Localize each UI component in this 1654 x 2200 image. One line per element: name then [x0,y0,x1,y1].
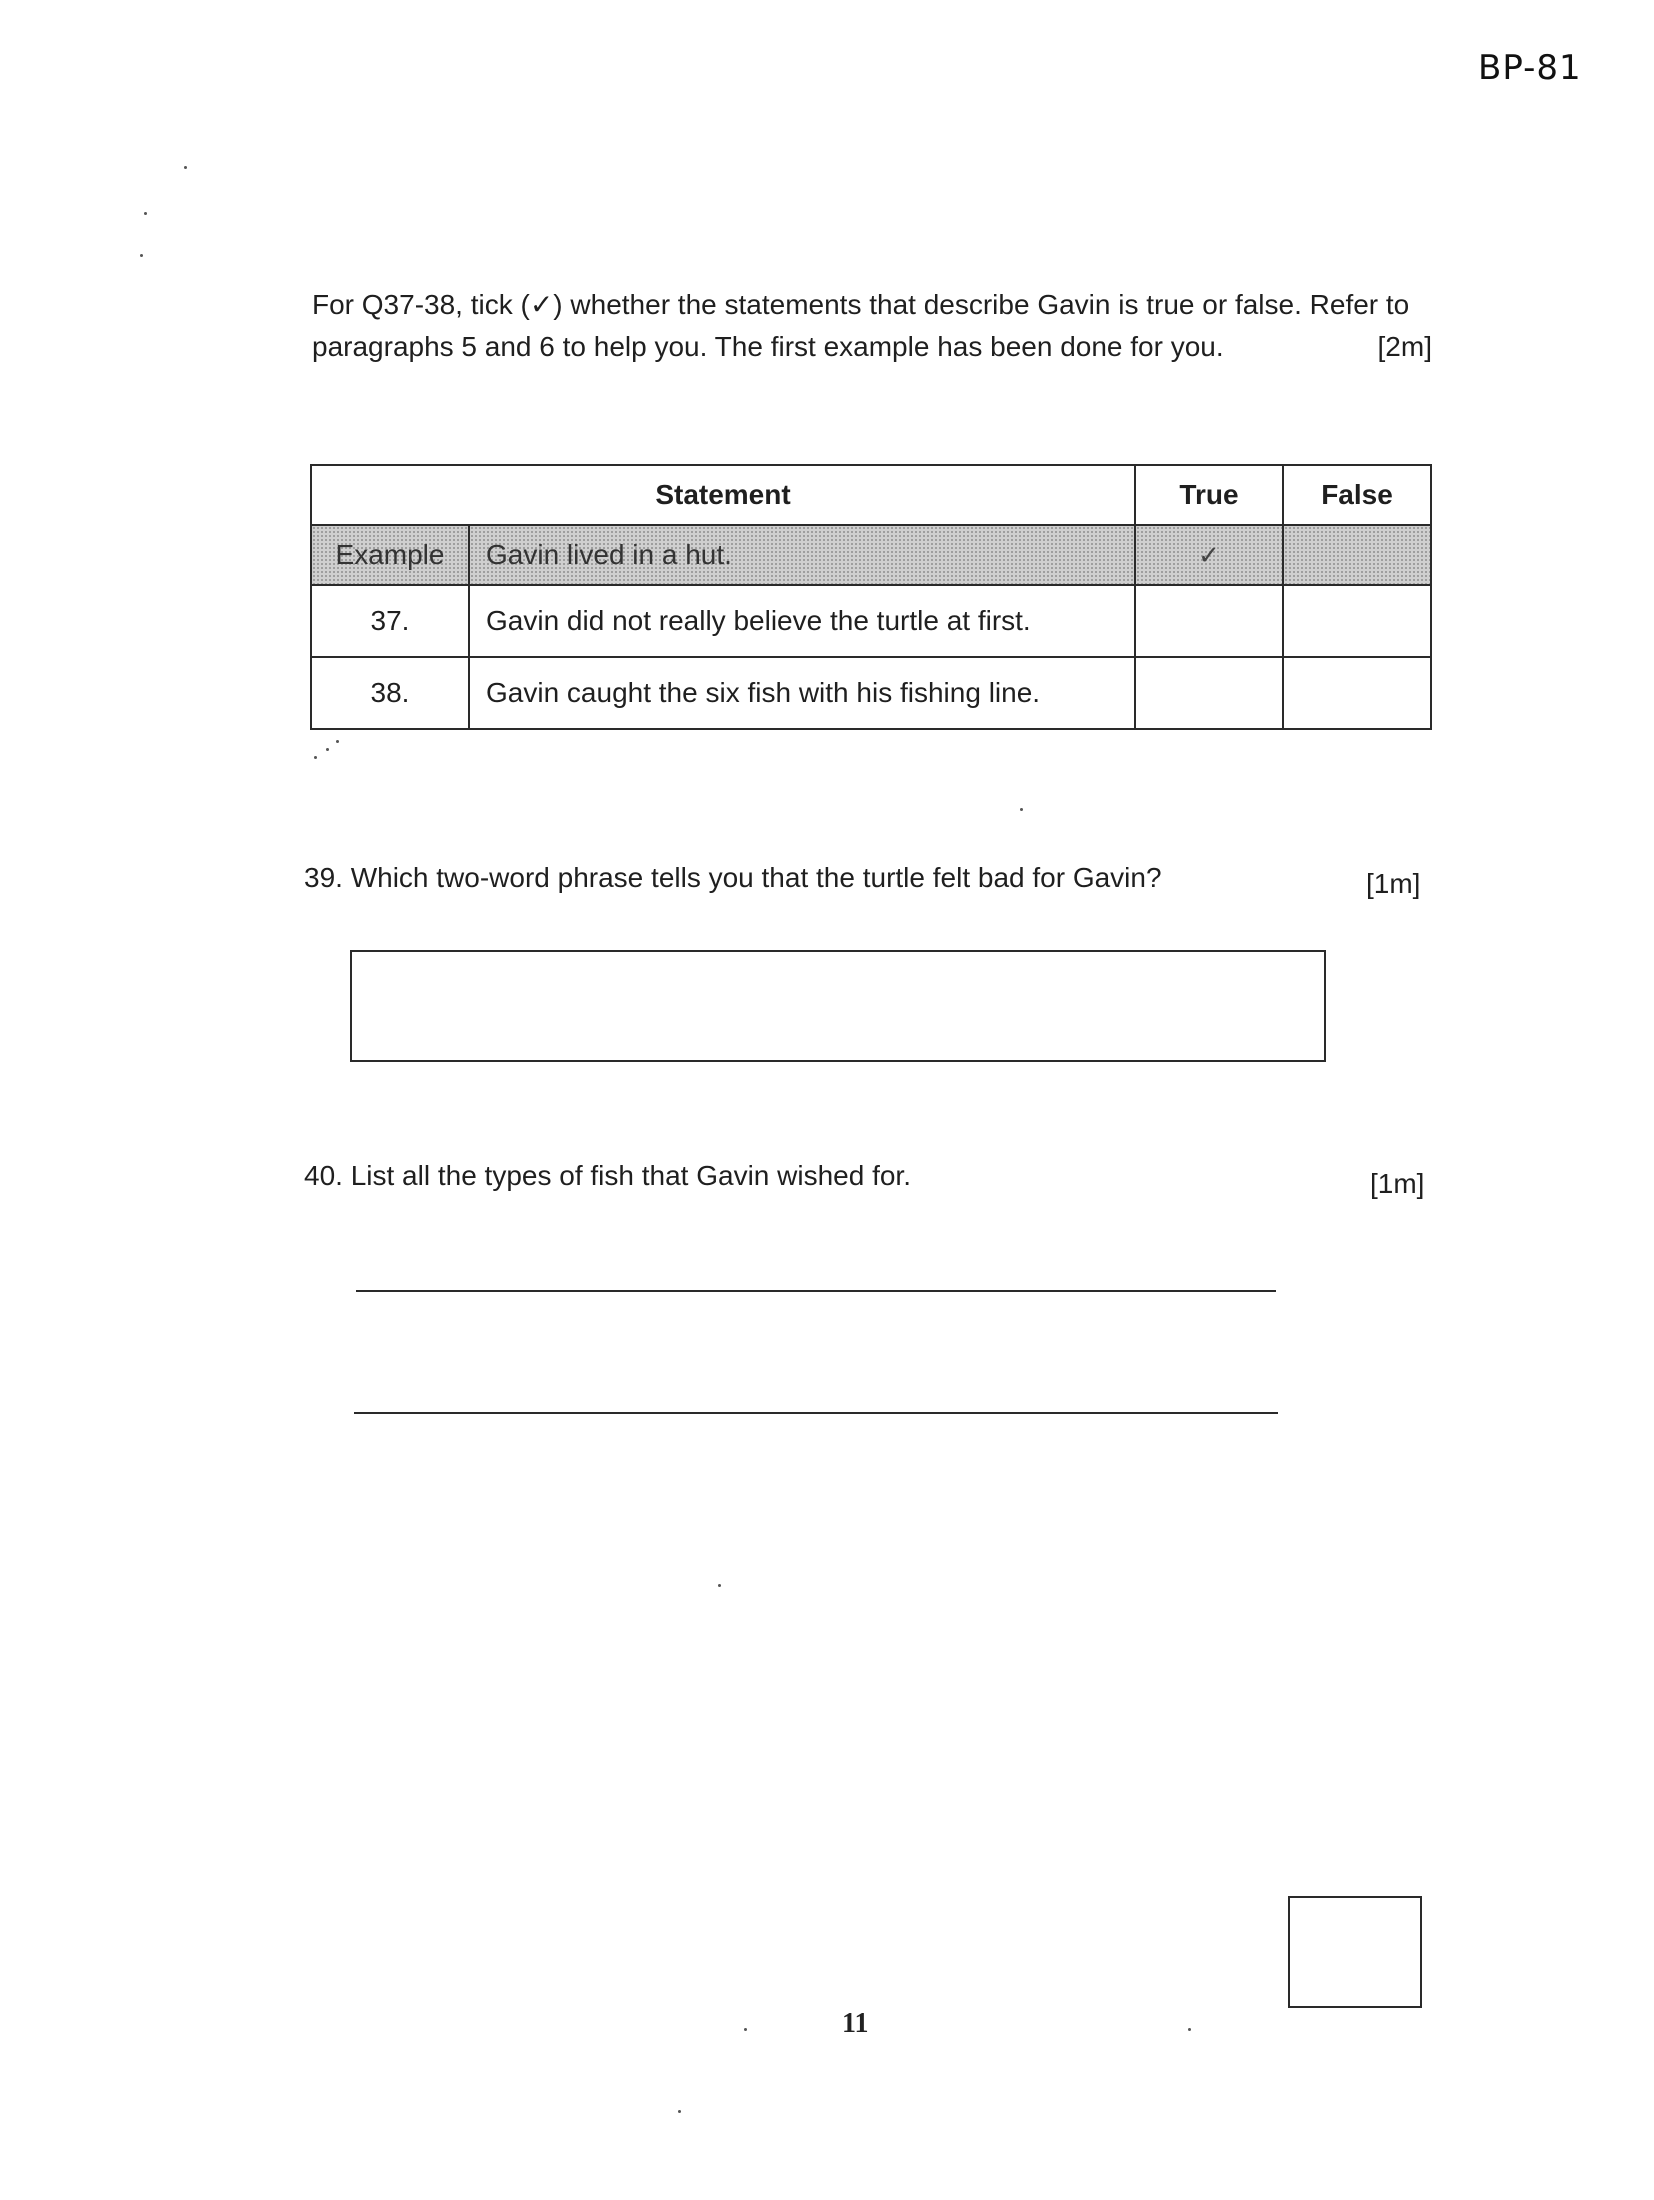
scan-speck [718,1584,721,1587]
row-statement: Gavin did not really believe the turtle at first. [469,585,1135,657]
question-40-answer-line-2[interactable] [354,1412,1278,1414]
question-40-answer-line-1[interactable] [356,1290,1276,1292]
scan-speck [184,166,187,169]
example-true-cell [1135,525,1283,585]
instructions-line-2 [312,326,1432,368]
table-header-row [311,465,1431,525]
true-false-table [310,464,1432,730]
header-false: False [1283,465,1431,525]
example-row [311,525,1431,585]
row-37-false-cell[interactable] [1283,585,1431,657]
scan-speck [144,212,147,215]
header-true: True [1135,465,1283,525]
page-code: BP-81 [1478,48,1582,88]
header-statement: Statement [311,465,1135,525]
table-row-38 [311,657,1431,729]
row-38-true-cell[interactable] [1135,657,1283,729]
page-number: 11 [842,2008,869,2039]
question-40: 40. List all the types of fish that Gavin wished for. [304,1160,911,1191]
question-39-answer-box[interactable] [350,950,1326,1062]
instructions [312,284,1432,368]
instructions-line-2-text: paragraphs 5 and 6 to help you. The first example has been done for you. [312,331,1224,362]
row-37-true-cell[interactable] [1135,585,1283,657]
scan-speck [336,740,339,743]
table-row-37 [311,585,1431,657]
question-39-marks: [1m] [1366,868,1421,899]
row-number: 37. [311,585,469,657]
score-box [1288,1896,1422,2008]
scan-speck [744,2028,747,2031]
scan-speck [326,748,329,751]
instructions-line-1: For Q37-38, tick (✓) whether the statements that describe Gavin is true or false. Refer to [312,289,1410,320]
row-number: 38. [311,657,469,729]
scan-speck [140,254,143,257]
scan-speck [1188,2028,1191,2031]
scan-speck [314,756,317,759]
row-38-false-cell[interactable] [1283,657,1431,729]
instructions-marks: [2m] [1377,331,1432,362]
example-statement: Gavin lived in a hut. [469,525,1135,585]
scan-speck [678,2110,681,2113]
question-39: 39. Which two-word phrase tells you that the turtle felt bad for Gavin? [304,862,1162,893]
scan-speck [1020,808,1023,811]
row-statement: Gavin caught the six fish with his fishing line. [469,657,1135,729]
tick-icon: ✓ [1198,540,1220,570]
example-label: Example [311,525,469,585]
example-false-cell [1283,525,1431,585]
question-40-marks: [1m] [1370,1168,1425,1199]
